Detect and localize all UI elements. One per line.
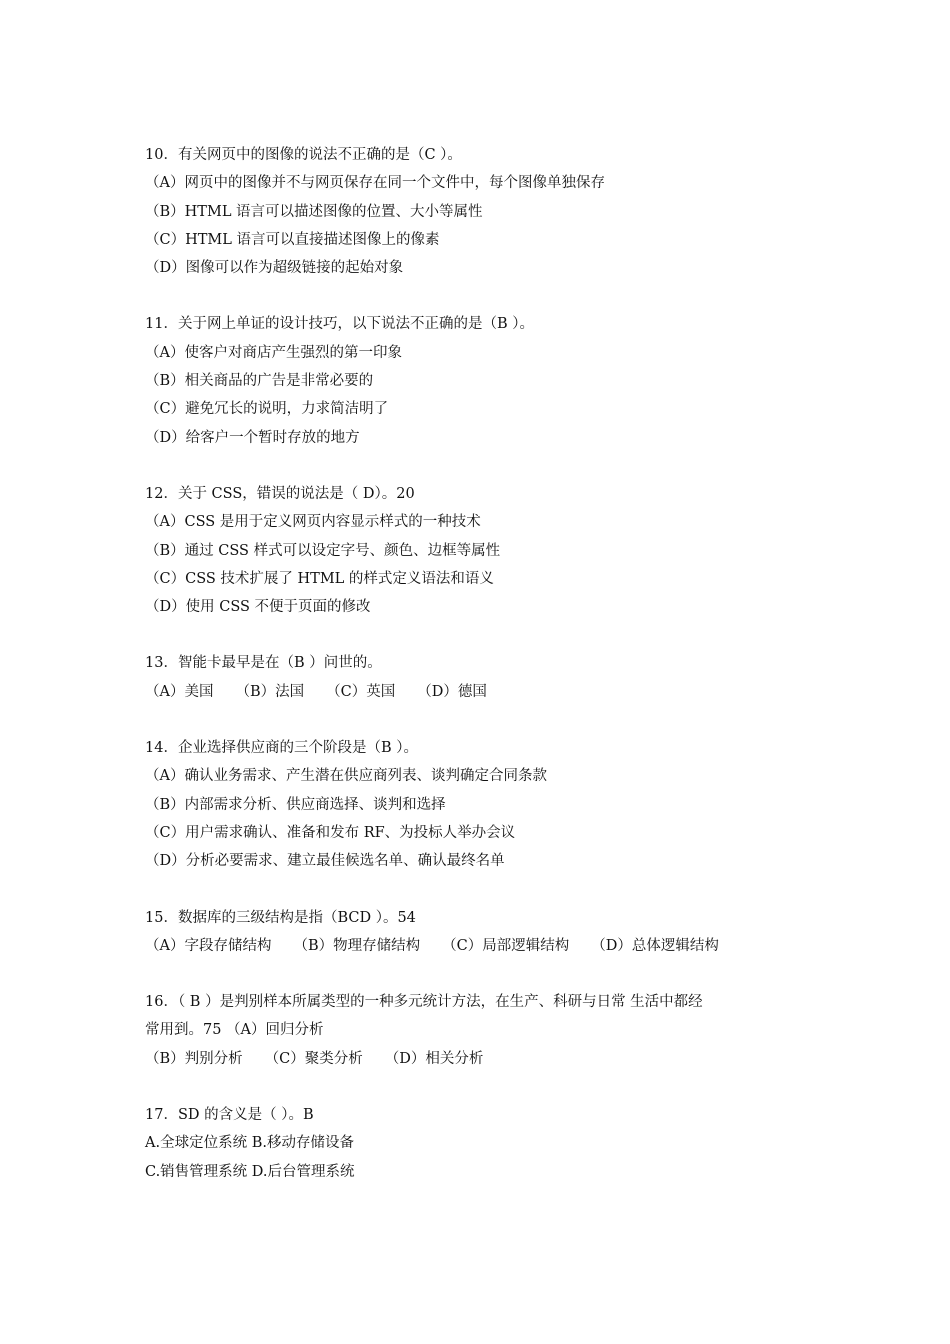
question-12 bbox=[145, 480, 815, 621]
question-stem: 12．关于 CSS，错误的说法是（ D）。20 bbox=[145, 485, 415, 502]
option-b: （B）相关商品的广告是非常必要的 bbox=[145, 373, 374, 390]
option-a: （A）CSS 是用于定义网页内容显示样式的一种技术 bbox=[145, 514, 481, 531]
question-11 bbox=[145, 310, 815, 451]
option-b: （B）内部需求分析、供应商选择、谈判和选择 bbox=[145, 796, 446, 813]
question-stem: 11．关于网上单证的设计技巧，以下说法不正确的是（B ）。 bbox=[145, 316, 534, 333]
question-17 bbox=[145, 1101, 815, 1186]
question-stem: 15．数据库的三级结构是指（BCD ）。54 bbox=[145, 909, 416, 926]
option-c: （C）避免冗长的说明，力求简洁明了 bbox=[145, 401, 389, 418]
option-c: （C）用户需求确认、准备和发布 RF、为投标人举办会议 bbox=[145, 824, 516, 841]
question-10 bbox=[145, 141, 815, 282]
option-b: （B）通过 CSS 样式可以设定字号、颜色、边框等属性 bbox=[145, 542, 501, 559]
inline-options bbox=[145, 932, 815, 960]
document-page bbox=[145, 141, 815, 1214]
option-b: （B）判别分析 bbox=[145, 1050, 243, 1067]
question-15 bbox=[145, 904, 815, 961]
option-c: （C）HTML 语言可以直接描述图像上的像素 bbox=[145, 231, 440, 248]
question-13 bbox=[145, 649, 815, 706]
question-stem: 13．智能卡最早是在（B ）问世的。 bbox=[145, 655, 382, 672]
option-c: （C）聚类分析 bbox=[264, 1050, 363, 1067]
options-row-1: A.全球定位系统 B.移动存储设备 bbox=[145, 1135, 354, 1152]
option-a: （A）网页中的图像并不与网页保存在同一个文件中，每个图像单独保存 bbox=[145, 175, 605, 192]
option-a: （A）使客户对商店产生强烈的第一印象 bbox=[145, 344, 402, 361]
question-stem-line-1: 16．（ B ）是判别样本所属类型的一种多元统计方法，在生产、科研与日常 生活中都经 bbox=[145, 994, 703, 1011]
option-d: （D）给客户一个暂时存放的地方 bbox=[145, 429, 360, 446]
question-16 bbox=[145, 988, 815, 1073]
option-d: （D）图像可以作为超级链接的起始对象 bbox=[145, 260, 404, 277]
option-c: （C）局部逻辑结构 bbox=[442, 937, 570, 954]
option-d: （D）德国 bbox=[417, 683, 487, 700]
option-b: （B）法国 bbox=[235, 683, 305, 700]
question-14 bbox=[145, 734, 815, 875]
option-d: （D）分析必要需求、建立最佳候选名单、确认最终名单 bbox=[145, 853, 505, 870]
option-c: （C）英国 bbox=[326, 683, 396, 700]
question-stem: 10．有关网页中的图像的说法不正确的是（C ）。 bbox=[145, 147, 462, 163]
option-d: （D）使用 CSS 不便于页面的修改 bbox=[145, 599, 371, 616]
option-b: （B）物理存储结构 bbox=[293, 937, 421, 954]
option-c: （C）CSS 技术扩展了 HTML 的样式定义语法和语义 bbox=[145, 570, 494, 587]
option-a: （A）美国 bbox=[145, 683, 214, 700]
question-stem: 14．企业选择供应商的三个阶段是（B ）。 bbox=[145, 740, 418, 757]
option-a: （A）字段存储结构 bbox=[145, 937, 272, 954]
question-stem: 17．SD 的含义是（ ）。B bbox=[145, 1107, 314, 1124]
option-b: （B）HTML 语言可以描述图像的位置、大小等属性 bbox=[145, 203, 483, 220]
options-row-2: C.销售管理系统 D.后台管理系统 bbox=[145, 1163, 355, 1180]
inline-options bbox=[145, 1045, 815, 1073]
option-a: （A）确认业务需求、产生潜在供应商列表、谈判确定合同条款 bbox=[145, 768, 547, 785]
option-d: （D）总体逻辑结构 bbox=[591, 937, 719, 954]
option-d: （D）相关分析 bbox=[384, 1050, 484, 1067]
question-stem-line-2: 常用到。75 （A）回归分析 bbox=[145, 1022, 324, 1039]
inline-options bbox=[145, 678, 815, 706]
